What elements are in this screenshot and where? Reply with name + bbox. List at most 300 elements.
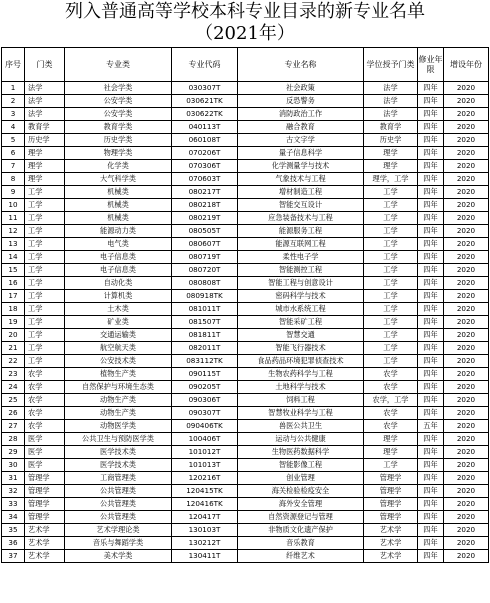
cell-major-class: 大气科学类 [65,173,172,186]
cell-major-name: 融合教育 [238,121,364,134]
table-row [2,381,489,394]
cell-year-added: 2020 [444,524,489,537]
cell-major-code: 090307T [172,407,238,420]
cell-duration: 四年 [418,550,444,563]
cell-major-class: 历史学类 [65,134,172,147]
cell-major-class: 医学技术类 [65,446,172,459]
cell-major-code: 081011T [172,303,238,316]
cell-category: 农学 [25,394,65,407]
cell-major-name: 智能测控工程 [238,264,364,277]
cell-major-name: 智能飞行器技术 [238,342,364,355]
cell-degree-category: 管理学 [364,498,418,511]
cell-degree-category: 工学 [364,459,418,472]
cell-major-name: 海外安全管理 [238,498,364,511]
header-category: 门类 [25,48,65,82]
cell-major-class: 动物生产类 [65,394,172,407]
cell-duration: 四年 [418,446,444,459]
cell-index: 21 [2,342,25,355]
cell-major-code: 080808T [172,277,238,290]
table-row [2,394,489,407]
cell-index: 37 [2,550,25,563]
page-title: 列入普通高等学校本科专业目录的新专业名单 [65,1,425,22]
cell-year-added: 2020 [444,199,489,212]
cell-major-code: 080218T [172,199,238,212]
cell-major-name: 智能交互设计 [238,199,364,212]
cell-major-name: 柔性电子学 [238,251,364,264]
cell-major-name: 消防政治工作 [238,108,364,121]
cell-degree-category: 管理学 [364,472,418,485]
cell-degree-category: 教育学 [364,121,418,134]
cell-degree-category: 农学 [364,407,418,420]
table-row [2,82,489,95]
cell-index: 19 [2,316,25,329]
cell-index: 17 [2,290,25,303]
cell-major-class: 公安技术类 [65,355,172,368]
cell-category: 管理学 [25,472,65,485]
cell-major-name: 兽医公共卫生 [238,420,364,433]
table-row [2,225,489,238]
cell-index: 13 [2,238,25,251]
table-row [2,95,489,108]
table-row [2,186,489,199]
cell-duration: 四年 [418,290,444,303]
cell-major-class: 计算机类 [65,290,172,303]
cell-index: 22 [2,355,25,368]
cell-category: 医学 [25,433,65,446]
cell-major-class: 公共管理类 [65,511,172,524]
cell-major-code: 081811T [172,329,238,342]
cell-duration: 四年 [418,264,444,277]
cell-category: 农学 [25,420,65,433]
cell-duration: 四年 [418,381,444,394]
cell-year-added: 2020 [444,394,489,407]
cell-degree-category: 工学 [364,238,418,251]
cell-category: 工学 [25,303,65,316]
cell-duration: 四年 [418,173,444,186]
cell-year-added: 2020 [444,303,489,316]
cell-degree-category: 农学 [364,381,418,394]
cell-category: 工学 [25,251,65,264]
cell-year-added: 2020 [444,537,489,550]
cell-major-name: 非物质文化遗产保护 [238,524,364,537]
cell-duration: 四年 [418,342,444,355]
cell-index: 32 [2,485,25,498]
cell-index: 1 [2,82,25,95]
cell-category: 工学 [25,290,65,303]
cell-major-code: 130411T [172,550,238,563]
cell-major-class: 机械类 [65,199,172,212]
cell-major-class: 化学类 [65,160,172,173]
cell-major-name: 智慧交通 [238,329,364,342]
table-row [2,108,489,121]
table-row [2,498,489,511]
cell-degree-category: 理学 [364,433,418,446]
header-duration: 修业年限 [418,48,444,82]
cell-category: 法学 [25,108,65,121]
cell-degree-category: 工学 [364,303,418,316]
cell-index: 4 [2,121,25,134]
cell-major-name: 食品药品环境犯罪侦查技术 [238,355,364,368]
table-row [2,342,489,355]
cell-index: 7 [2,160,25,173]
cell-major-code: 030307T [172,82,238,95]
cell-year-added: 2020 [444,329,489,342]
cell-index: 6 [2,147,25,160]
cell-major-name: 增材制造工程 [238,186,364,199]
cell-category: 农学 [25,407,65,420]
table-row [2,199,489,212]
cell-degree-category: 历史学 [364,134,418,147]
cell-category: 医学 [25,446,65,459]
cell-major-code: 090306T [172,394,238,407]
cell-degree-category: 工学 [364,225,418,238]
cell-duration: 四年 [418,186,444,199]
cell-degree-category: 工学 [364,316,418,329]
cell-index: 20 [2,329,25,342]
cell-year-added: 2020 [444,381,489,394]
cell-major-code: 070306T [172,160,238,173]
cell-index: 15 [2,264,25,277]
cell-category: 工学 [25,329,65,342]
cell-major-name: 饲料工程 [238,394,364,407]
cell-category: 教育学 [25,121,65,134]
cell-duration: 四年 [418,316,444,329]
cell-major-name: 能源互联网工程 [238,238,364,251]
cell-year-added: 2020 [444,290,489,303]
cell-category: 农学 [25,368,65,381]
cell-duration: 四年 [418,472,444,485]
cell-major-name: 化学测量学与技术 [238,160,364,173]
cell-major-code: 090406TK [172,420,238,433]
cell-year-added: 2020 [444,251,489,264]
cell-duration: 四年 [418,368,444,381]
cell-degree-category: 理学，工学 [364,173,418,186]
cell-category: 艺术学 [25,537,65,550]
cell-duration: 四年 [418,394,444,407]
cell-duration: 四年 [418,212,444,225]
cell-major-code: 120216T [172,472,238,485]
cell-major-name: 社会政策 [238,82,364,95]
cell-degree-category: 工学 [364,329,418,342]
table-row [2,277,489,290]
cell-duration: 四年 [418,199,444,212]
cell-duration: 五年 [418,420,444,433]
cell-major-class: 土木类 [65,303,172,316]
table-row [2,160,489,173]
cell-duration: 四年 [418,459,444,472]
cell-year-added: 2020 [444,134,489,147]
cell-major-name: 古文字学 [238,134,364,147]
cell-duration: 四年 [418,498,444,511]
cell-major-class: 动物生产类 [65,407,172,420]
cell-degree-category: 法学 [364,95,418,108]
page-subtitle-year: （2021年） [195,23,295,44]
cell-index: 23 [2,368,25,381]
cell-duration: 四年 [418,251,444,264]
cell-major-code: 100406T [172,433,238,446]
cell-degree-category: 农学，工学 [364,394,418,407]
cell-major-class: 机械类 [65,186,172,199]
cell-year-added: 2020 [444,82,489,95]
cell-category: 工学 [25,199,65,212]
cell-year-added: 2020 [444,238,489,251]
table-row [2,134,489,147]
cell-major-code: 082011T [172,342,238,355]
table-row [2,251,489,264]
cell-index: 36 [2,537,25,550]
cell-duration: 四年 [418,108,444,121]
cell-major-code: 080607T [172,238,238,251]
cell-duration: 四年 [418,238,444,251]
cell-degree-category: 管理学 [364,511,418,524]
cell-index: 10 [2,199,25,212]
cell-major-code: 070206T [172,147,238,160]
header-index: 序号 [2,48,25,82]
cell-year-added: 2020 [444,498,489,511]
cell-major-name: 运动与公共健康 [238,433,364,446]
cell-major-class: 社会学类 [65,82,172,95]
cell-major-name: 应急装备技术与工程 [238,212,364,225]
cell-major-name: 土地科学与技术 [238,381,364,394]
cell-category: 工学 [25,212,65,225]
cell-major-name: 智能采矿工程 [238,316,364,329]
cell-index: 12 [2,225,25,238]
cell-duration: 四年 [418,225,444,238]
cell-major-code: 060108T [172,134,238,147]
header-major-name: 专业名称 [238,48,364,82]
cell-duration: 四年 [418,95,444,108]
cell-year-added: 2020 [444,407,489,420]
cell-year-added: 2020 [444,511,489,524]
table-row [2,355,489,368]
table-row [2,329,489,342]
new-majors-table [1,47,489,563]
table-row [2,368,489,381]
cell-category: 历史学 [25,134,65,147]
cell-major-class: 公安学类 [65,108,172,121]
cell-index: 27 [2,420,25,433]
table-row [2,264,489,277]
cell-major-code: 101013T [172,459,238,472]
table-row [2,511,489,524]
cell-degree-category: 工学 [364,355,418,368]
cell-major-class: 医学技术类 [65,459,172,472]
table-row [2,173,489,186]
cell-year-added: 2020 [444,147,489,160]
table-row [2,290,489,303]
cell-major-name: 气象技术与工程 [238,173,364,186]
cell-degree-category: 工学 [364,264,418,277]
cell-degree-category: 理学 [364,160,418,173]
cell-category: 管理学 [25,485,65,498]
cell-category: 艺术学 [25,524,65,537]
cell-category: 工学 [25,277,65,290]
cell-major-name: 反恐警务 [238,95,364,108]
cell-major-class: 公安学类 [65,95,172,108]
table-row [2,212,489,225]
cell-duration: 四年 [418,511,444,524]
cell-degree-category: 工学 [364,290,418,303]
cell-duration: 四年 [418,121,444,134]
cell-degree-category: 理学 [364,147,418,160]
cell-duration: 四年 [418,433,444,446]
cell-major-class: 公共卫生与预防医学类 [65,433,172,446]
table-row [2,537,489,550]
cell-major-code: 130103T [172,524,238,537]
cell-index: 16 [2,277,25,290]
cell-duration: 四年 [418,82,444,95]
cell-year-added: 2020 [444,108,489,121]
cell-category: 工学 [25,264,65,277]
cell-year-added: 2020 [444,420,489,433]
cell-duration: 四年 [418,277,444,290]
cell-major-code: 120417T [172,511,238,524]
cell-major-code: 080918TK [172,290,238,303]
cell-degree-category: 管理学 [364,485,418,498]
cell-major-code: 081507T [172,316,238,329]
cell-year-added: 2020 [444,264,489,277]
cell-major-class: 航空航天类 [65,342,172,355]
cell-major-class: 矿业类 [65,316,172,329]
cell-major-code: 120416TK [172,498,238,511]
table-row [2,485,489,498]
table-row [2,238,489,251]
cell-category: 理学 [25,147,65,160]
cell-major-code: 030621TK [172,95,238,108]
table-row [2,472,489,485]
cell-index: 35 [2,524,25,537]
cell-category: 管理学 [25,511,65,524]
cell-degree-category: 艺术学 [364,550,418,563]
table-row [2,316,489,329]
cell-year-added: 2020 [444,277,489,290]
cell-year-added: 2020 [444,186,489,199]
cell-degree-category: 农学 [364,420,418,433]
cell-major-class: 艺术学理论类 [65,524,172,537]
cell-category: 工学 [25,342,65,355]
cell-major-code: 090205T [172,381,238,394]
cell-year-added: 2020 [444,95,489,108]
cell-degree-category: 法学 [364,108,418,121]
cell-category: 工学 [25,355,65,368]
cell-index: 34 [2,511,25,524]
cell-major-class: 美术学类 [65,550,172,563]
cell-major-name: 海关检验检疫安全 [238,485,364,498]
cell-category: 医学 [25,459,65,472]
cell-index: 14 [2,251,25,264]
cell-duration: 四年 [418,303,444,316]
cell-major-code: 080219T [172,212,238,225]
cell-major-class: 机械类 [65,212,172,225]
cell-year-added: 2020 [444,342,489,355]
cell-duration: 四年 [418,537,444,550]
table-row [2,446,489,459]
cell-major-code: 070603T [172,173,238,186]
cell-major-class: 自动化类 [65,277,172,290]
cell-major-code: 030622TK [172,108,238,121]
cell-index: 25 [2,394,25,407]
cell-major-name: 生物农药科学与工程 [238,368,364,381]
header-degree-category: 学位授予门类 [364,48,418,82]
cell-category: 理学 [25,160,65,173]
cell-category: 工学 [25,238,65,251]
header-year-added: 增设年份 [444,48,489,82]
cell-major-code: 080505T [172,225,238,238]
cell-degree-category: 艺术学 [364,524,418,537]
cell-major-class: 公共管理类 [65,485,172,498]
cell-year-added: 2020 [444,355,489,368]
cell-major-code: 080719T [172,251,238,264]
cell-year-added: 2020 [444,225,489,238]
cell-year-added: 2020 [444,485,489,498]
cell-year-added: 2020 [444,446,489,459]
cell-duration: 四年 [418,407,444,420]
cell-major-name: 智能影像工程 [238,459,364,472]
cell-major-class: 自然保护与环境生态类 [65,381,172,394]
cell-index: 3 [2,108,25,121]
cell-major-code: 080720T [172,264,238,277]
cell-major-code: 101012T [172,446,238,459]
header-major-class: 专业类 [65,48,172,82]
cell-year-added: 2020 [444,121,489,134]
table-header-row [2,48,489,82]
cell-major-class: 电子信息类 [65,251,172,264]
cell-year-added: 2020 [444,550,489,563]
cell-index: 9 [2,186,25,199]
cell-year-added: 2020 [444,433,489,446]
cell-category: 艺术学 [25,550,65,563]
cell-major-name: 自然资源登记与管理 [238,511,364,524]
cell-duration: 四年 [418,355,444,368]
cell-major-name: 量子信息科学 [238,147,364,160]
cell-degree-category: 法学 [364,82,418,95]
cell-duration: 四年 [418,147,444,160]
table-row [2,550,489,563]
cell-major-class: 教育学类 [65,121,172,134]
cell-major-name: 城市水系统工程 [238,303,364,316]
cell-index: 5 [2,134,25,147]
cell-major-code: 080217T [172,186,238,199]
cell-major-name: 纤维艺术 [238,550,364,563]
cell-major-code: 090115T [172,368,238,381]
cell-index: 8 [2,173,25,186]
table-row [2,524,489,537]
cell-major-class: 能源动力类 [65,225,172,238]
cell-category: 工学 [25,225,65,238]
cell-degree-category: 工学 [364,199,418,212]
cell-major-class: 工商管理类 [65,472,172,485]
cell-index: 24 [2,381,25,394]
table-row [2,147,489,160]
cell-degree-category: 工学 [364,186,418,199]
cell-major-name: 生物医药数据科学 [238,446,364,459]
cell-index: 29 [2,446,25,459]
cell-category: 农学 [25,381,65,394]
cell-major-class: 公共管理类 [65,498,172,511]
cell-degree-category: 艺术学 [364,537,418,550]
cell-degree-category: 工学 [364,277,418,290]
table-row [2,459,489,472]
cell-degree-category: 工学 [364,212,418,225]
cell-category: 管理学 [25,498,65,511]
cell-major-name: 音乐教育 [238,537,364,550]
table-row [2,433,489,446]
cell-degree-category: 理学 [364,446,418,459]
table-row [2,303,489,316]
cell-duration: 四年 [418,485,444,498]
cell-major-name: 智能工程与创意设计 [238,277,364,290]
cell-major-name: 能源服务工程 [238,225,364,238]
